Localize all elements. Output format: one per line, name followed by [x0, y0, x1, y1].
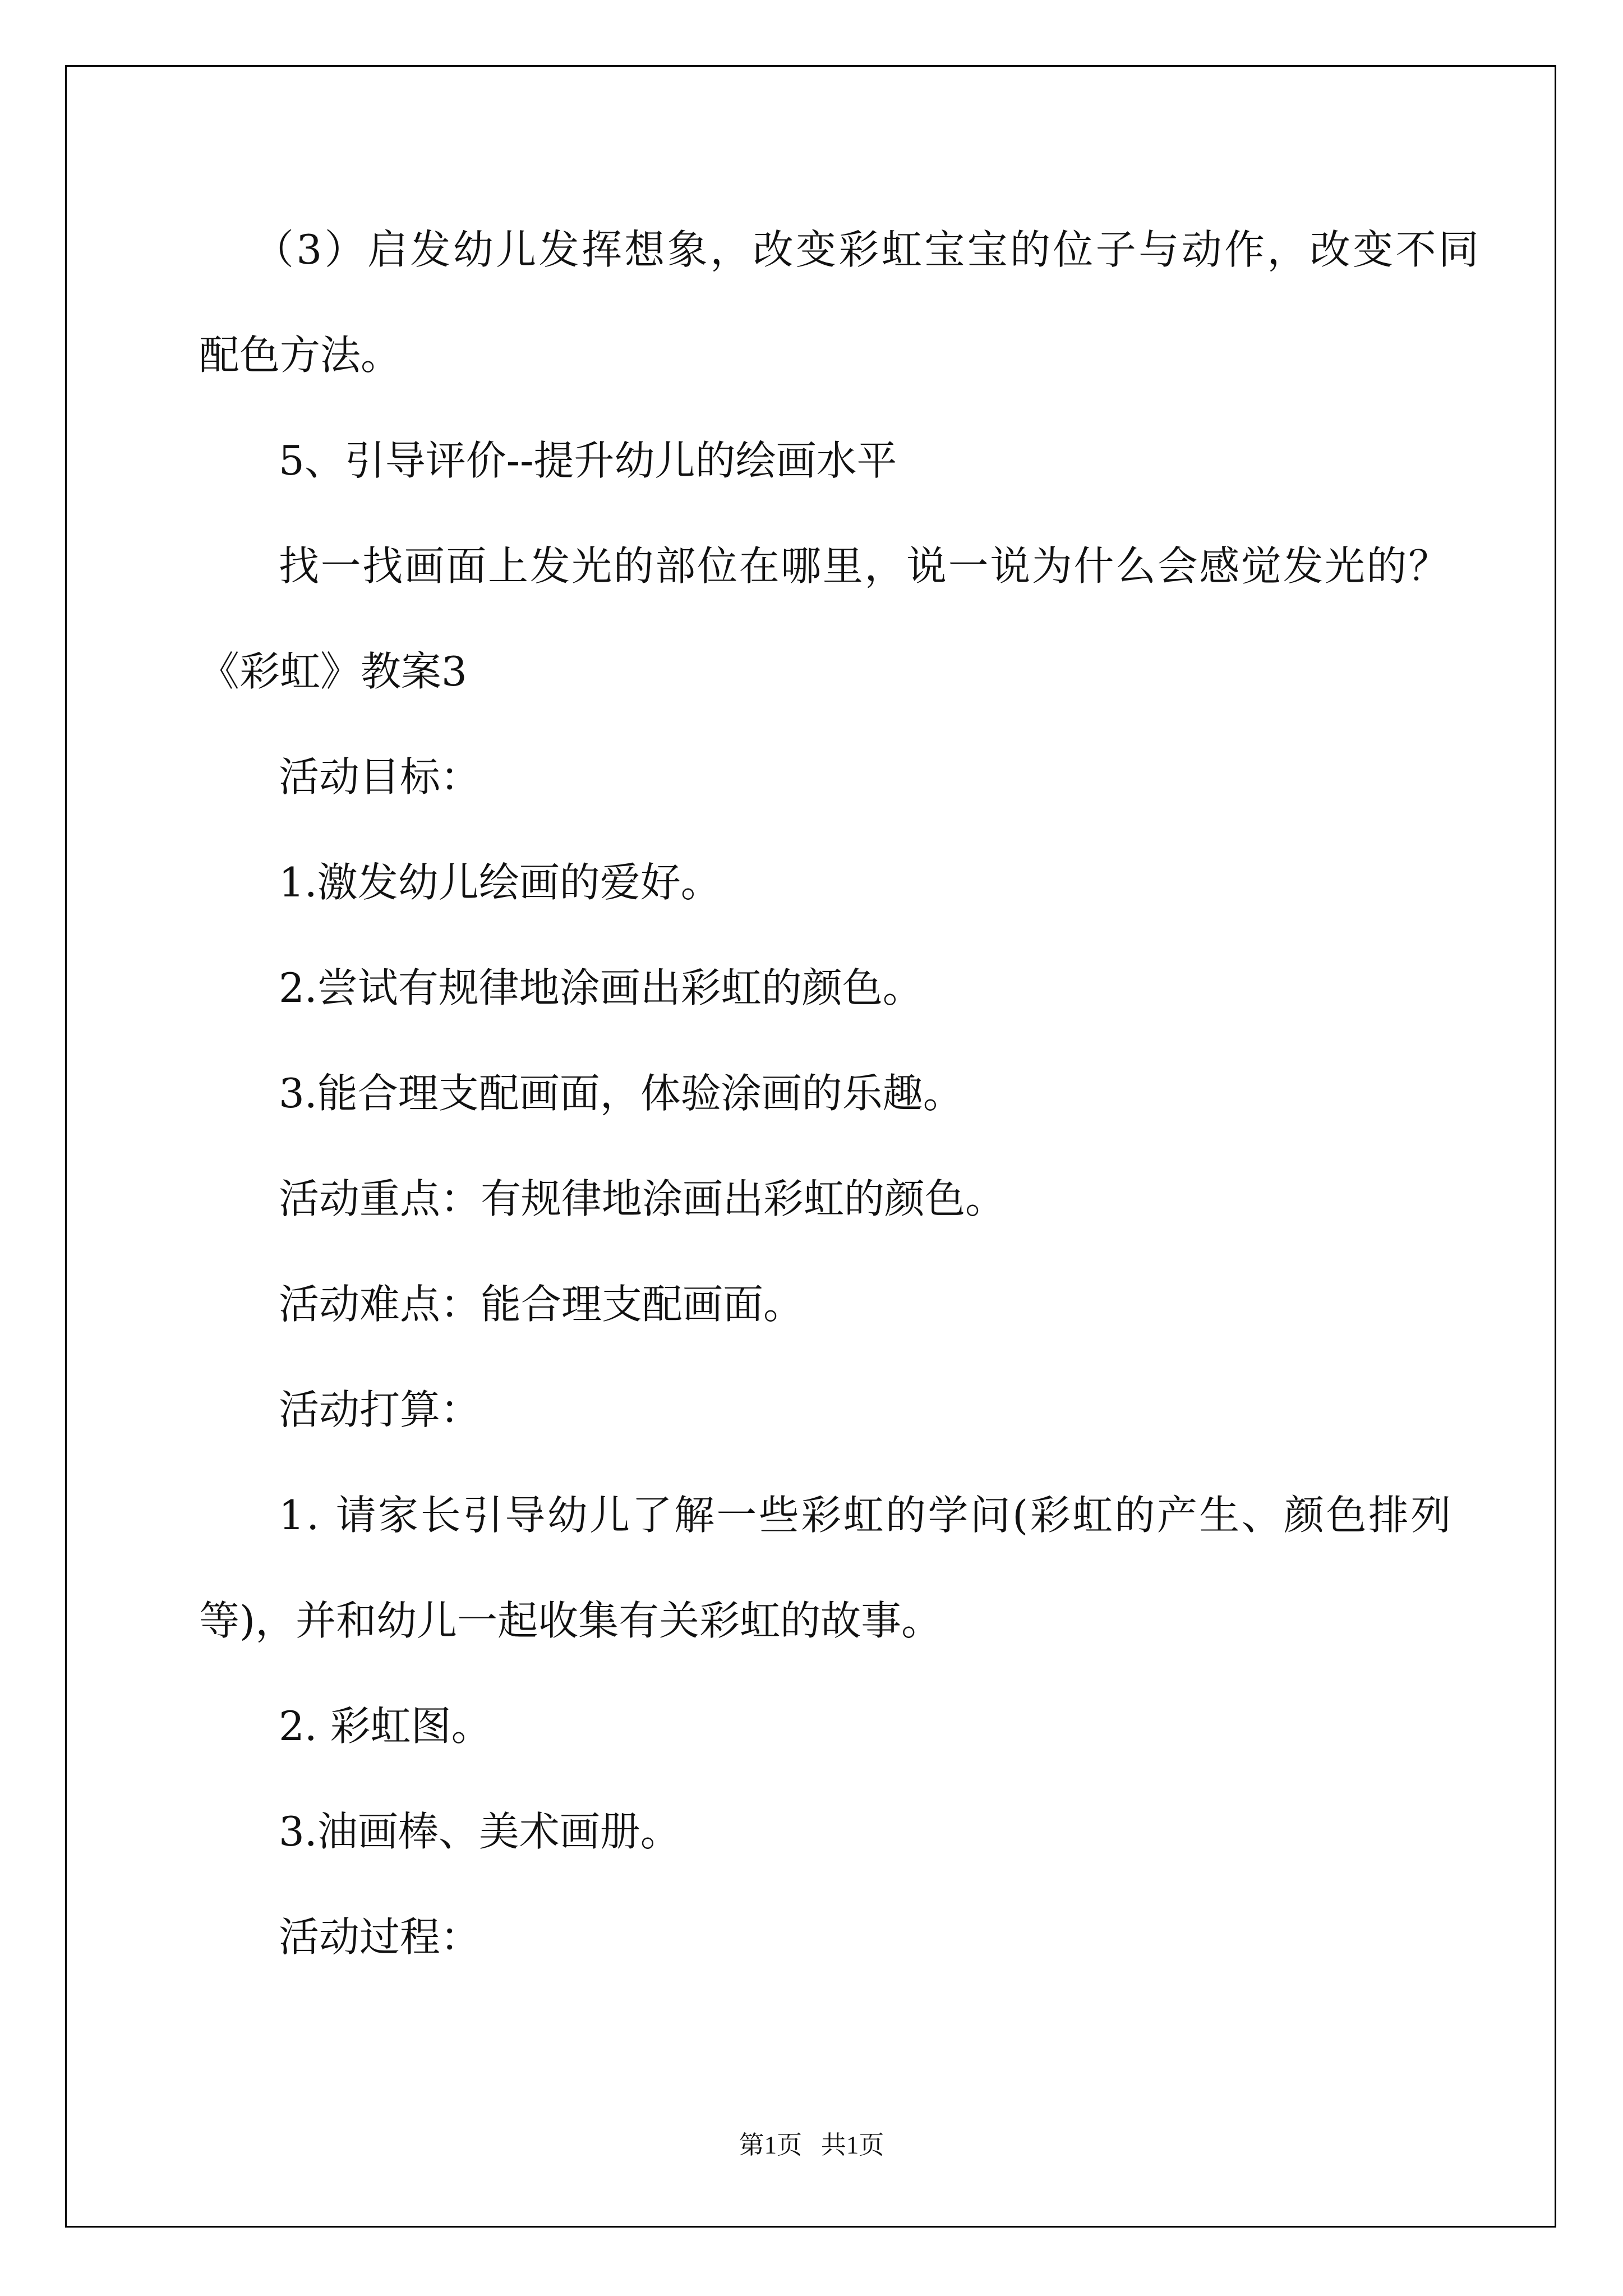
text-line: 2.尝试有规律地涂画出彩虹的颜色。: [279, 964, 923, 1011]
text-line: 5、引导评价--提升幼儿的绘画水平: [279, 437, 897, 484]
text-line: 活动过程：: [279, 1913, 481, 1961]
text-line: 2. 彩虹图。: [279, 1703, 492, 1750]
text-line: 1.激发幼儿绘画的爱好。: [279, 859, 721, 906]
section-heading: 《彩虹》教案3: [199, 648, 467, 695]
page-border: [65, 65, 1556, 2228]
text-line: 配色方法。: [199, 332, 402, 379]
text-line: 找一找画面上发光的部位在哪里，说一说为什么会感觉发光的？: [279, 542, 1450, 590]
text-line: 3.能合理支配画面，体验涂画的乐趣。: [279, 1070, 963, 1117]
text-line: 活动打算：: [279, 1386, 481, 1433]
text-line: （3）启发幼儿发挥想象，改变彩虹宝宝的位子与动作，改变不同: [253, 226, 1482, 273]
page-footer: 第1页 共1页: [739, 2131, 884, 2159]
text-line: 3.油画棒、美术画册。: [279, 1808, 681, 1855]
text-line: 活动重点：有规律地涂画出彩虹的颜色。: [279, 1175, 1006, 1222]
text-line: 等)，并和幼儿一起收集有关彩虹的故事。: [199, 1597, 942, 1644]
text-line: 1. 请家长引导幼儿了解一些彩虹的学问(彩虹的产生、颜色排列: [279, 1492, 1453, 1539]
text-line: 活动目标：: [279, 753, 481, 800]
text-line: 活动难点：能合理支配画面。: [279, 1281, 804, 1328]
